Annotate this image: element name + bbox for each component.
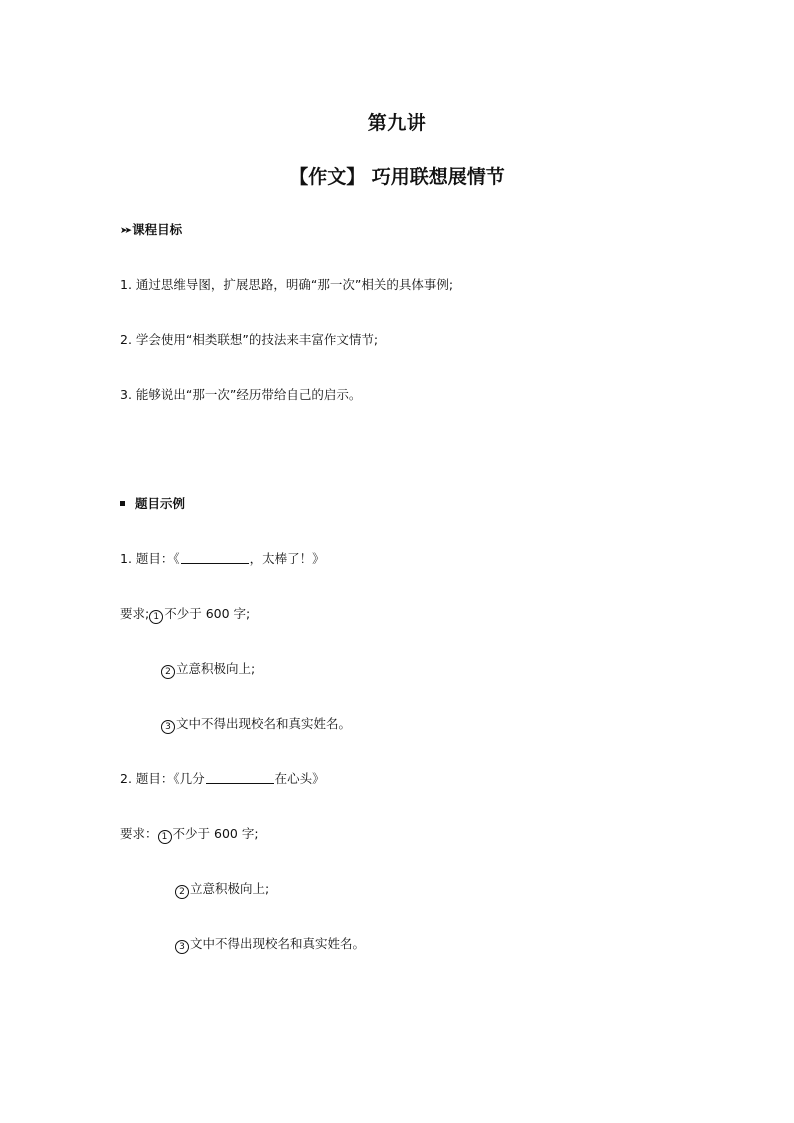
circled-number-icon: 2	[161, 665, 175, 679]
circled-number-icon: 3	[161, 720, 175, 734]
requirement-label: 要求;	[120, 606, 150, 621]
topic-1-requirement-1	[120, 604, 250, 624]
examples-heading-label: 题目示例	[135, 496, 186, 511]
requirement-text: 立意积极向上;	[176, 661, 256, 676]
square-bullet-icon	[120, 501, 125, 506]
examples-heading	[120, 494, 185, 512]
objectives-heading-label: 课程目标	[132, 222, 183, 237]
requirement-text: 文中不得出现校名和真实姓名。	[176, 716, 352, 731]
circled-number-icon: 3	[175, 940, 189, 954]
double-arrow-icon: ➤➤	[120, 226, 130, 236]
topic-1-requirement-3	[161, 714, 351, 734]
requirement-text: 不少于 600 字;	[172, 826, 259, 841]
topic-1-suffix: ，太棒了！》	[249, 551, 325, 566]
topic-2-suffix: 在心头》	[274, 771, 325, 786]
circled-number-icon: 2	[175, 885, 189, 899]
topic-2-requirement-2	[175, 879, 269, 899]
objective-item-3: 3. 能够说出“那一次”经历带给自己的启示。	[120, 387, 362, 402]
circled-number-icon: 1	[158, 830, 172, 844]
objectives-heading	[120, 220, 182, 238]
topic-2-prefix: 2. 题目：《几分	[120, 771, 205, 786]
topic-2-blank	[206, 771, 274, 784]
requirement-label: 要求：	[120, 826, 158, 841]
topic-1-requirement-2	[161, 659, 255, 679]
circled-number-icon: 1	[149, 610, 163, 624]
topic-1-line	[120, 549, 325, 567]
topic-1-prefix: 1. 题目：《	[120, 551, 180, 566]
topic-1-blank	[181, 551, 249, 564]
requirement-text: 立意积极向上;	[190, 881, 270, 896]
requirement-text: 不少于 600 字;	[164, 606, 251, 621]
objective-item-1: 1. 通过思维导图，扩展思路，明确“那一次”相关的具体事例;	[120, 277, 454, 292]
requirement-text: 文中不得出现校名和真实姓名。	[190, 936, 366, 951]
topic-2-requirement-1	[120, 824, 259, 844]
topic-2-line	[120, 769, 325, 787]
objective-item-2: 2. 学会使用“相类联想”的技法来丰富作文情节;	[120, 332, 379, 347]
topic-2-requirement-3	[175, 934, 365, 954]
lecture-title: 第九讲	[367, 112, 427, 134]
topic-title: 【作文】 巧用联想展情节	[289, 166, 505, 188]
